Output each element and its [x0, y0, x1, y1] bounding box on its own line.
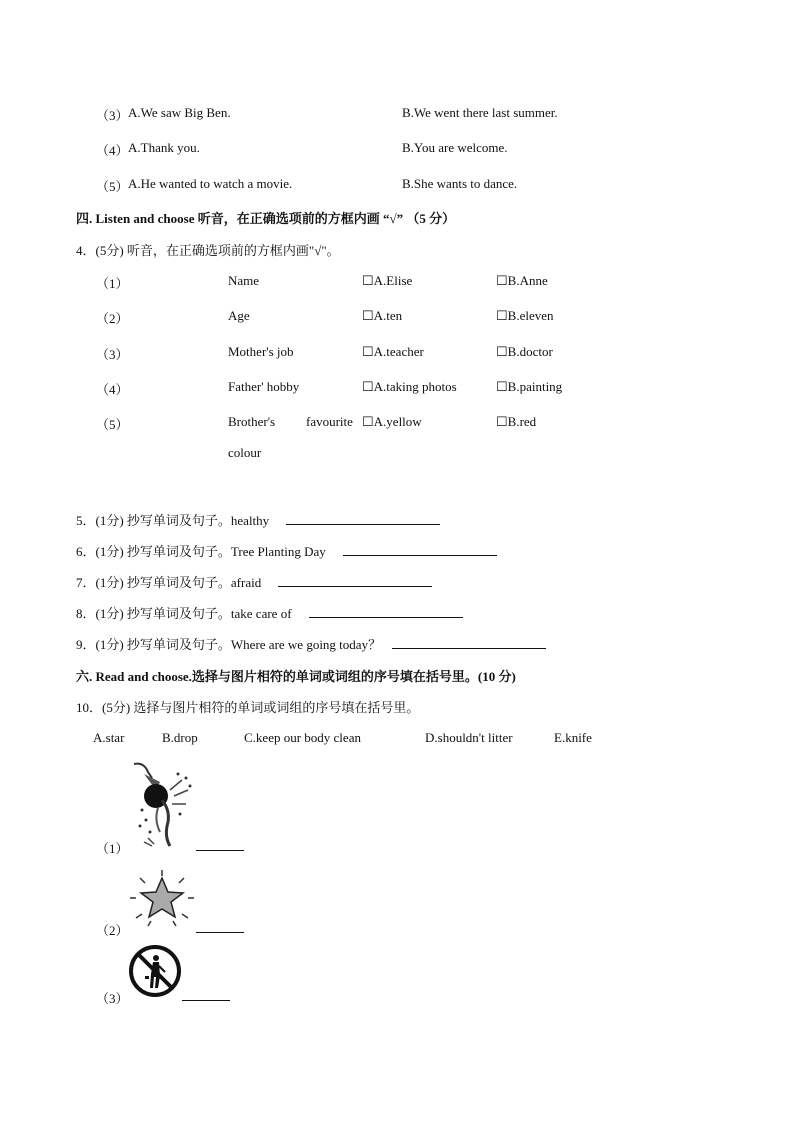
table-row-4-item: Father' hobby	[228, 379, 300, 394]
q3-item-5-num: （5）	[96, 179, 129, 194]
table-row-2-option-a[interactable]: ☐A.ten	[362, 308, 403, 323]
table-row-5-option-b[interactable]: ☐B.red	[496, 414, 537, 429]
question-4: 4．(5分) 听音，在正确选项前的方框内画"√"。	[76, 243, 340, 258]
answer-blank-10-2[interactable]	[196, 920, 244, 933]
table-row-5-item-3: colour	[228, 445, 262, 460]
answer-blank-6[interactable]	[343, 543, 497, 556]
question-10: 10．(5分) 选择与图片相符的单词或词组的序号填在括号里。	[76, 700, 420, 715]
question-9	[76, 634, 546, 653]
question-8-text: 8．(1分) 抄写单词及句子。take care of	[76, 606, 292, 621]
q3-item-5-a: A.He wanted to watch a movie.	[128, 176, 293, 191]
choice-c: C.keep our body clean	[244, 730, 361, 745]
table-row-4-option-a[interactable]: ☐A.taking photos	[362, 379, 457, 394]
q3-item-5-b: B.She wants to dance.	[402, 176, 518, 191]
answer-blank-5[interactable]	[286, 512, 440, 525]
no-litter-icon	[128, 944, 182, 998]
table-row-3-option-b[interactable]: ☐B.doctor	[496, 344, 553, 359]
q3-item-3-num: （3）	[96, 108, 129, 123]
answer-blank-8[interactable]	[309, 605, 463, 618]
question-5-text: 5．(1分) 抄写单词及句子。healthy	[76, 513, 270, 528]
q3-item-3-a: A.We saw Big Ben.	[128, 105, 231, 120]
question-6	[76, 541, 497, 560]
answer-blank-10-1[interactable]	[196, 838, 244, 851]
question-7	[76, 572, 432, 591]
table-row-1-option-b[interactable]: ☐B.Anne	[496, 273, 548, 288]
star-icon	[128, 868, 196, 930]
choice-d: D.shouldn't litter	[425, 730, 513, 745]
table-row-5-option-a[interactable]: ☐A.yellow	[362, 414, 422, 429]
table-row-1-num: （1）	[96, 276, 129, 291]
table-row-3-num: （3）	[96, 347, 129, 362]
answer-blank-10-3[interactable]	[182, 988, 230, 1001]
picture-item-1-num: （1）	[96, 841, 129, 856]
q3-item-4-b: B.You are welcome.	[402, 140, 508, 155]
question-6-text: 6．(1分) 抄写单词及句子。Tree Planting Day	[76, 544, 326, 559]
choice-e: E.knife	[554, 730, 592, 745]
table-row-5-num: （5）	[96, 417, 129, 432]
table-row-2-item: Age	[228, 308, 250, 323]
table-row-3-item: Mother's job	[228, 344, 294, 359]
shower-icon	[130, 760, 198, 848]
table-row-4-num: （4）	[96, 382, 129, 397]
table-row-1-item: Name	[228, 273, 260, 288]
q3-item-4-num: （4）	[96, 143, 129, 158]
section-4-heading: 四. Listen and choose 听音，在正确选项前的方框内画 “√” （5 分）	[76, 211, 456, 226]
question-5	[76, 510, 440, 529]
table-row-1-option-a[interactable]: ☐A.Elise	[362, 273, 413, 288]
question-8	[76, 603, 463, 622]
question-9-text: 9．(1分) 抄写单词及句子。Where are we going today？	[76, 637, 382, 652]
q3-item-3-b: B.We went there last summer.	[402, 105, 558, 120]
choice-a: A.star	[93, 730, 125, 745]
table-row-5-item-2: favourite	[306, 414, 353, 429]
table-row-5-item: Brother's	[228, 414, 276, 429]
picture-item-3-num: （3）	[96, 991, 129, 1006]
table-row-2-option-b[interactable]: ☐B.eleven	[496, 308, 554, 323]
question-7-text: 7．(1分) 抄写单词及句子。afraid	[76, 575, 262, 590]
table-row-3-option-a[interactable]: ☐A.teacher	[362, 344, 424, 359]
table-row-4-option-b[interactable]: ☐B.painting	[496, 379, 563, 394]
answer-blank-7[interactable]	[278, 574, 432, 587]
answer-blank-9[interactable]	[392, 636, 546, 649]
section-6-heading: 六. Read and choose.选择与图片相符的单词或词组的序号填在括号里。(10 分)	[76, 669, 516, 684]
choice-b: B.drop	[162, 730, 198, 745]
q3-item-4-a: A.Thank you.	[128, 140, 200, 155]
table-row-2-num: （2）	[96, 311, 129, 326]
picture-item-2-num: （2）	[96, 923, 129, 938]
